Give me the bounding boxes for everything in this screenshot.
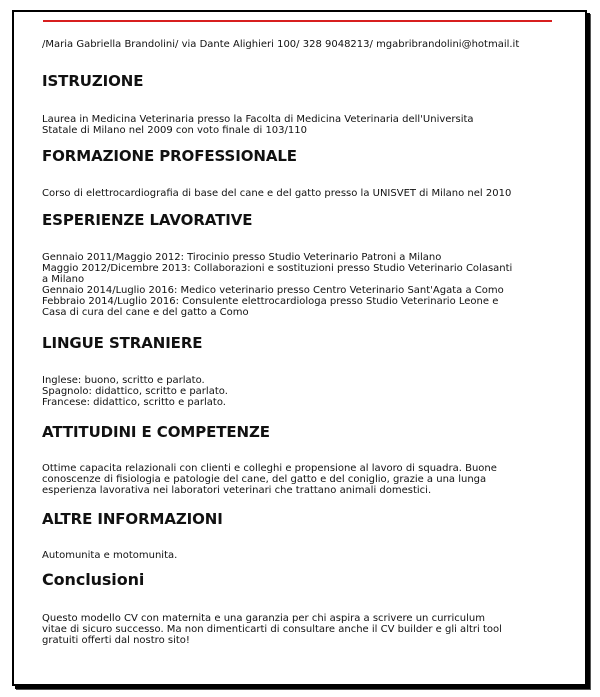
section-attitudini: [42, 423, 542, 441]
text-line: Laurea in Medicina Veterinaria presso la Facolta di Medicina Veterinaria dell'Universita: [42, 114, 474, 125]
section-title: Conclusioni: [42, 570, 145, 589]
section-formazione: [42, 147, 542, 165]
text-line: Inglese: buono, scritto e parlato.: [42, 375, 205, 386]
text-line: Questo modello CV con maternita e una garanzia per chi aspira a scrivere un curriculum: [42, 613, 485, 624]
text-line: Statale di Milano nel 2009 con voto finale di 103/110: [42, 125, 307, 136]
text-line: vitae di sicuro successo. Ma non dimenticarti di consultare anche il CV builder e gli altri tool: [42, 624, 502, 635]
cv-document: [42, 20, 552, 646]
formazione-body: [42, 188, 542, 199]
header-rule: [43, 20, 552, 22]
lingue-body: [42, 375, 542, 408]
conclusioni-body: [42, 613, 542, 646]
esperienze-body: [42, 252, 542, 318]
text-line: Febbraio 2014/Luglio 2016: Consulente elettrocardiologa presso Studio Veterinario Leone e: [42, 296, 499, 307]
text-line: Gennaio 2014/Luglio 2016: Medico veterinario presso Centro Veterinario Sant'Agata a Como: [42, 285, 504, 296]
section-title: ALTRE INFORMAZIONI: [42, 510, 223, 528]
text-line: Maggio 2012/Dicembre 2013: Collaborazioni e sostituzioni presso Studio Veterinario Colasanti: [42, 263, 513, 274]
text-line: Casa di cura del cane e del gatto a Como: [42, 307, 249, 318]
section-title: FORMAZIONE PROFESSIONALE: [42, 147, 297, 165]
text-line: conoscenze di fisiologia e patologie del cane, del gatto e del coniglio, grazie a una lunga: [42, 474, 487, 485]
section-title: ESPERIENZE LAVORATIVE: [42, 211, 253, 229]
section-istruzione: [42, 72, 542, 90]
text-line: Francese: didattico, scritto e parlato.: [42, 397, 226, 408]
text-line: Ottime capacita relazionali con clienti e colleghi e propensione al lavoro di squadra. Buone: [42, 463, 497, 474]
text-line: gratuiti offerti dal nostro sito!: [42, 635, 190, 646]
text-line: Corso di elettrocardiografia di base del cane e del gatto presso la UNISVET di Milano nel 2010: [42, 188, 512, 199]
section-esperienze: [42, 211, 542, 229]
section-title: LINGUE STRANIERE: [42, 334, 203, 352]
text-line: Automunita e motomunita.: [42, 550, 178, 561]
section-lingue: [42, 334, 542, 352]
text-line: Spagnolo: didattico, scritto e parlato.: [42, 386, 228, 397]
text-line: Gennaio 2011/Maggio 2012: Tirocinio presso Studio Veterinario Patroni a Milano: [42, 252, 442, 263]
text-line: a Milano: [42, 274, 85, 285]
altre-body: [42, 550, 542, 561]
attitudini-body: [42, 463, 542, 496]
section-altre: [42, 510, 542, 528]
text-line: esperienza lavorativa nei laboratori veterinari che trattano animali domestici.: [42, 485, 432, 496]
section-conclusioni: [42, 571, 542, 589]
istruzione-body: [42, 114, 542, 136]
contact-line: /Maria Gabriella Brandolini/ via Dante Alighieri 100/ 328 9048213/ mgabribrandolini@hotmail.it: [42, 39, 520, 50]
section-title: ATTITUDINI E COMPETENZE: [42, 423, 270, 441]
section-title: ISTRUZIONE: [42, 72, 144, 90]
